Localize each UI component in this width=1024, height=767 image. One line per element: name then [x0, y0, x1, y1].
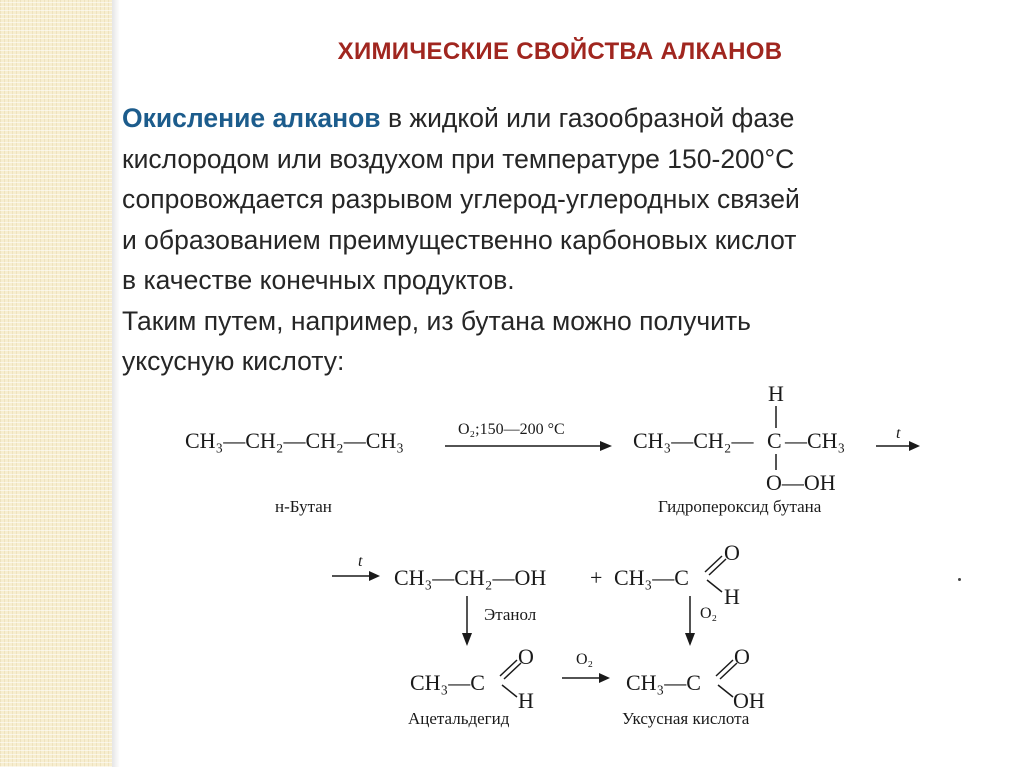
acetic-acid-oh-bond	[718, 685, 733, 697]
oxidant-label-vertical: O₂	[700, 605, 718, 622]
paragraph-line-7: уксусную кислоту:	[122, 346, 345, 376]
paragraph-line-6: Таким путем, например, из бутана можно получить	[122, 305, 751, 336]
down-arrow-left-head	[462, 633, 472, 646]
plus-sign: +	[590, 565, 603, 590]
ethanol-formula: CH₃—CH₂—OH	[394, 565, 547, 590]
acetic-acid-label: Уксусная кислота	[622, 709, 750, 728]
acetic-acid-left: CH₃—C	[626, 670, 701, 695]
acetaldehyde-h-bond	[502, 685, 517, 697]
heat-label-1: t	[896, 425, 901, 442]
acetaldehyde-top-left: CH₃—C	[614, 565, 689, 590]
ethanol-label: Этанол	[484, 605, 537, 624]
acetaldehyde-top-h-bond	[707, 580, 722, 592]
hydroperoxide-left: CH₃—CH₂—	[633, 428, 754, 453]
oxidation-arrow-head	[599, 673, 610, 683]
hydroperoxide-center-carbon: C	[767, 428, 782, 453]
acetaldehyde-o: O	[518, 644, 534, 669]
acetaldehyde-label: Ацетальдегид	[408, 709, 510, 728]
down-arrow-right-head	[685, 633, 695, 646]
acetaldehyde-left: CH₃—C	[410, 670, 485, 695]
hydroperoxide-label: Гидропероксид бутана	[658, 497, 822, 516]
acetaldehyde-top-h: H	[724, 584, 740, 609]
heat-arrow-2-head	[369, 571, 380, 581]
acetaldehyde-top-o: O	[724, 540, 740, 565]
oxidant-label-horizontal: O₂	[576, 651, 594, 668]
acetic-acid-oh: OH	[733, 688, 765, 713]
butane-label: н-Бутан	[275, 497, 332, 516]
slide-title: ХИМИЧЕСКИЕ СВОЙСТВА АЛКАНОВ	[337, 38, 783, 65]
butane-formula: CH₃—CH₂—CH₂—CH₃	[185, 428, 404, 453]
paragraph-line-1-rest: в жидкой или газообразной фазе	[380, 103, 795, 133]
heat-arrow-1-head	[909, 441, 920, 451]
step1-condition: O₂;150—200 °C	[458, 421, 565, 438]
acetaldehyde-top-double-bond-a	[705, 556, 722, 572]
acetaldehyde-double-bond-a	[500, 660, 517, 676]
paragraph-line-3: сопровождается разрывом углерод-углеродных связей	[122, 184, 800, 214]
paragraph-line-5: в качестве конечных продуктов.	[122, 265, 515, 295]
highlight-term: Окисление алканов	[122, 103, 381, 133]
hydroperoxide-bottom: O—OH	[766, 470, 836, 495]
acetic-acid-double-bond-a	[716, 660, 733, 676]
hydroperoxide-top-h: H	[768, 381, 784, 406]
paragraph-line-2: кислородом или воздухом при температуре 150-200°C	[122, 143, 795, 174]
hydroperoxide-right: —CH₃	[785, 428, 846, 453]
paragraph-line-4: и образованием преимущественно карбоновых кислот	[122, 224, 797, 255]
acetaldehyde-h: H	[518, 688, 534, 713]
stray-dot	[958, 578, 961, 581]
step1-arrow-head	[600, 441, 612, 451]
heat-label-2: t	[358, 553, 363, 570]
acetic-acid-o: O	[734, 644, 750, 669]
